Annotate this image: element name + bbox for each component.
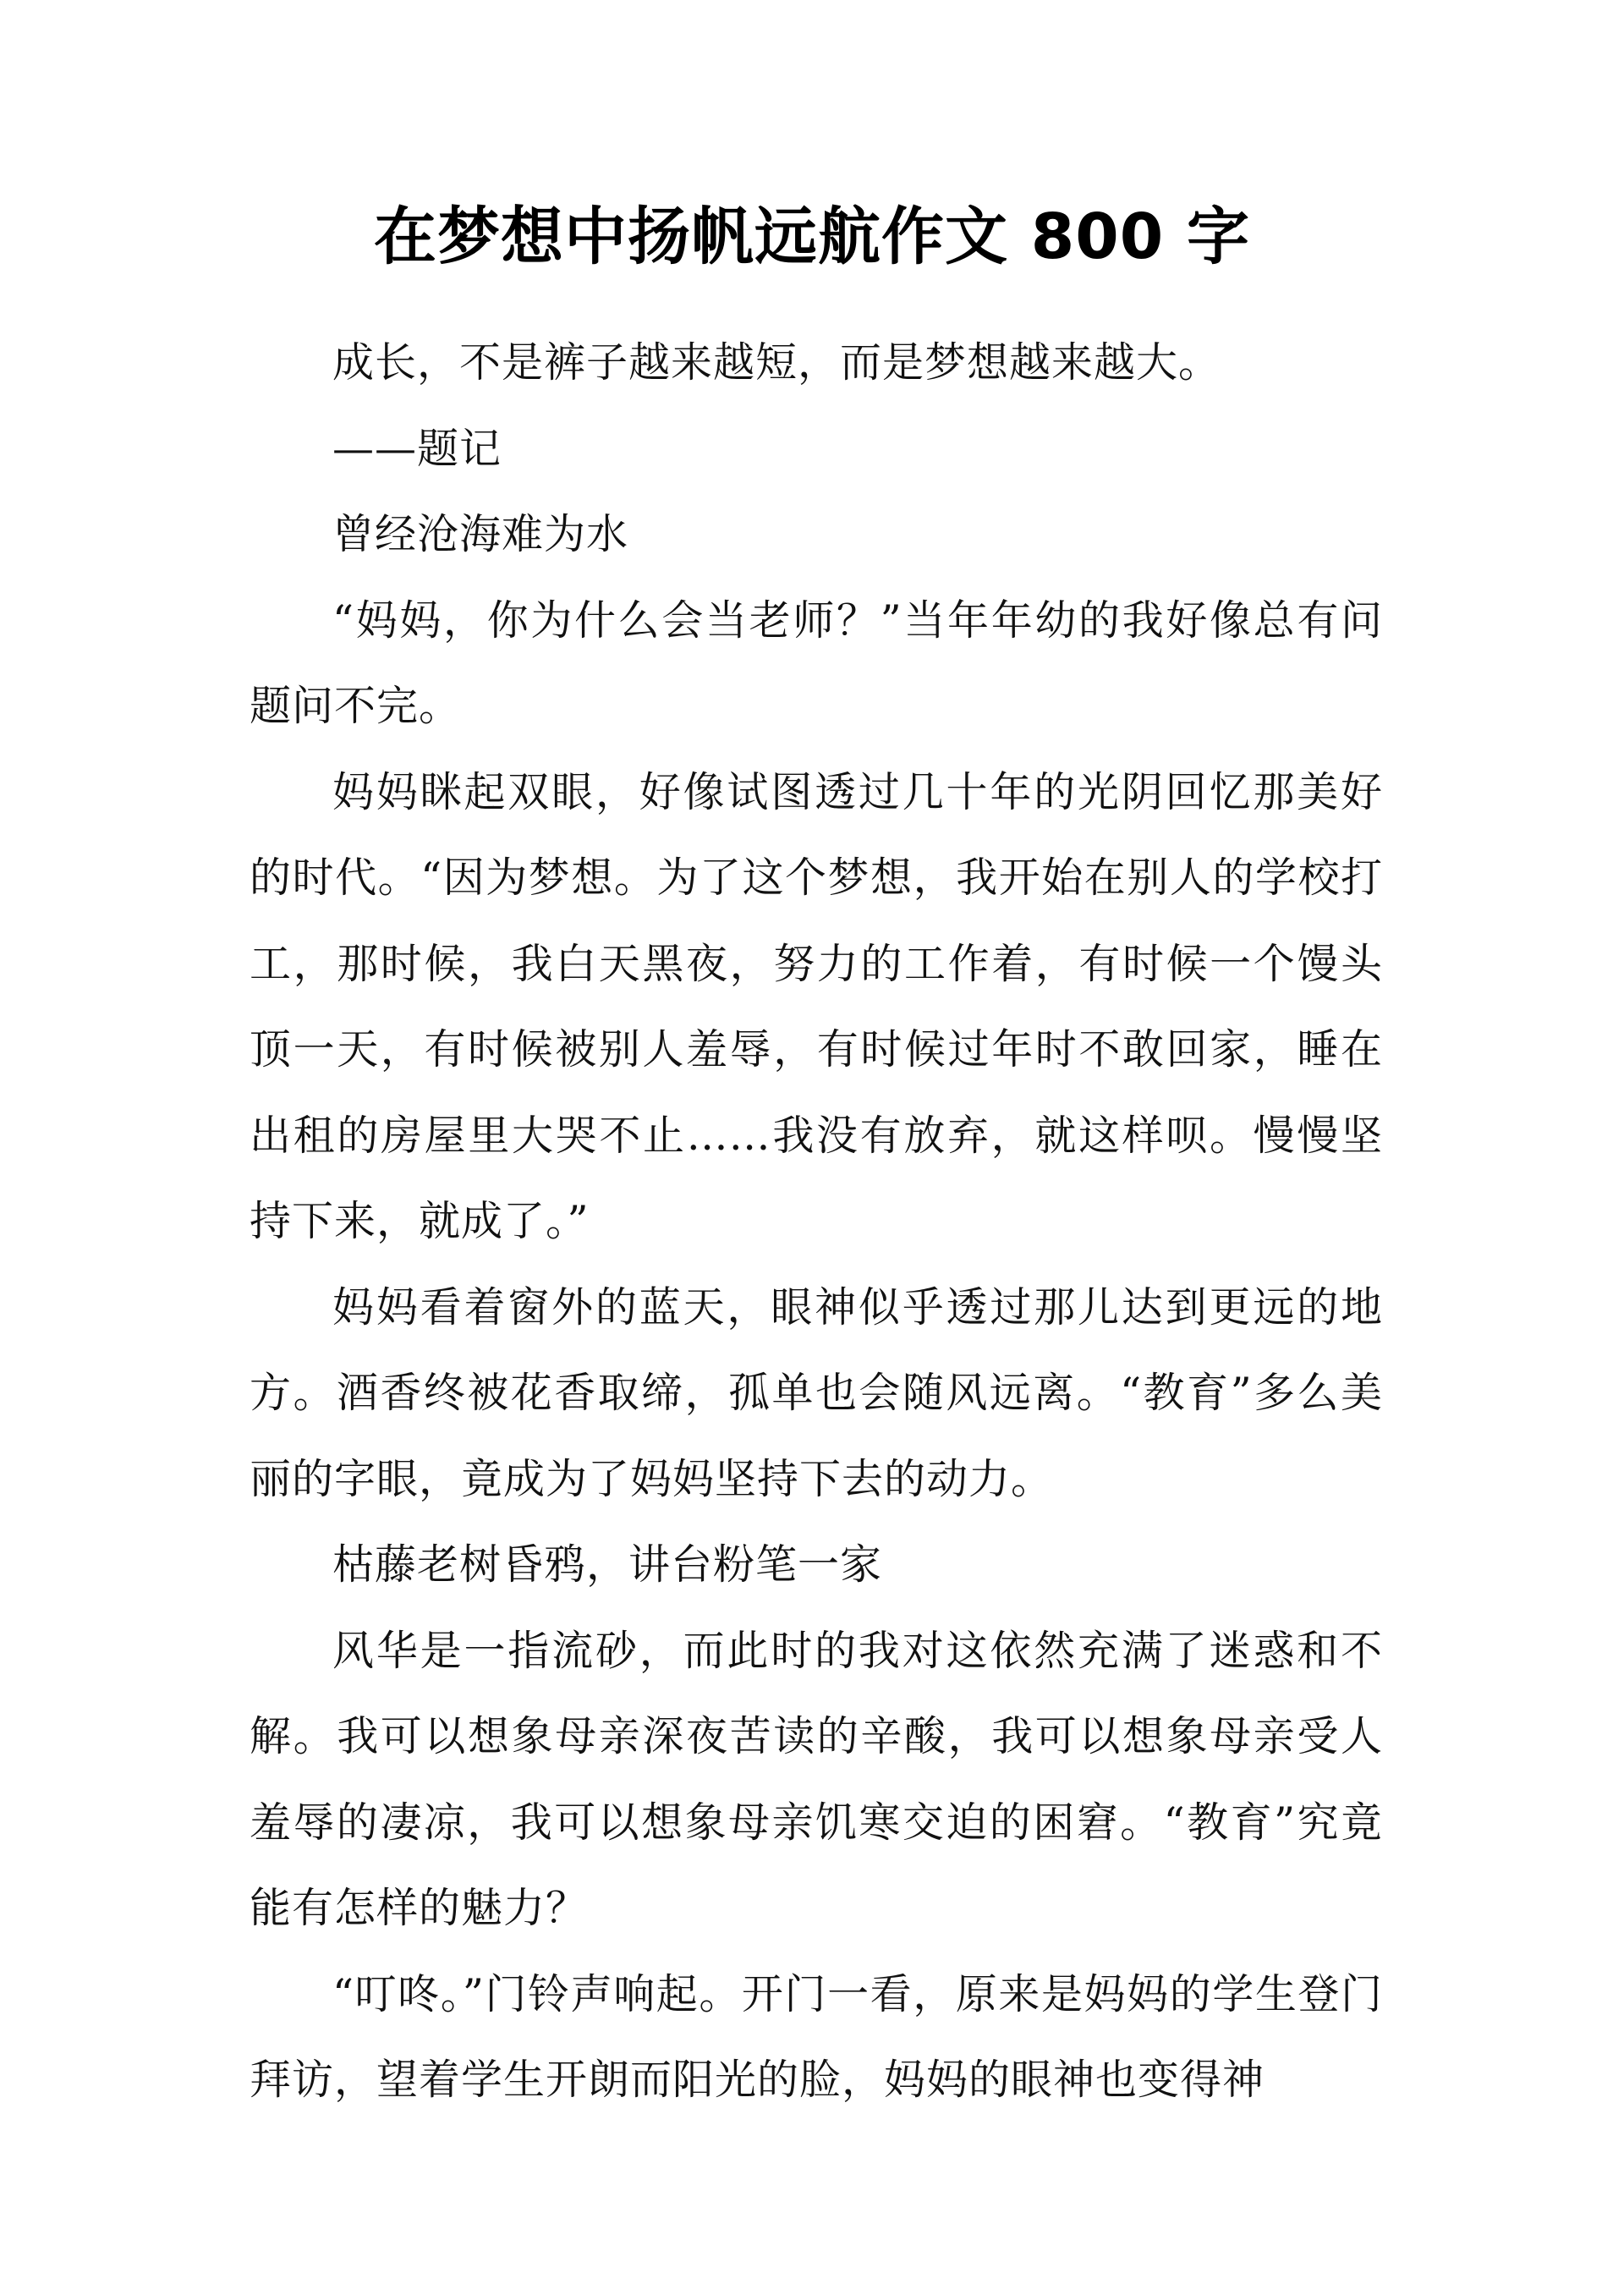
document-body: [250, 320, 1383, 2123]
paragraph: ——题记: [332, 424, 502, 473]
paragraph: 妈妈看着窗外的蓝天，眼神似乎透过那儿达到更远的地方。酒香终被花香取缔，孤单也会随风远离。“教育”多么美丽的字眼，竟成为了妈妈坚持下去的动力。: [250, 1282, 1383, 1503]
paragraph: “叮咚。”门铃声响起。开门一看，原来是妈妈的学生登门拜访，望着学生开朗而阳光的脸，妈妈的眼神也变得神: [250, 1969, 1383, 2104]
paragraph: “妈妈，你为什么会当老师？”当年年幼的我好像总有问题问不完。: [250, 596, 1383, 730]
paragraph: 枯藤老树昏鸦，讲台粉笔一家: [332, 1540, 883, 1589]
document-title: 在梦想中扬帆远航作文 800 字: [374, 200, 1250, 273]
paragraph: 曾经沧海难为水: [332, 510, 629, 558]
paragraph: 妈妈眯起双眼，好像试图透过几十年的光阴回忆那美好的时代。“因为梦想。为了这个梦想，我开始在别人的学校打工，那时候，我白天黑夜，努力的工作着，有时候一个馒头顶一天，有时候被别人羞辱，有时候过年时不敢回家，睡在出租的房屋里大哭不止……我没有放弃，就这样呗。慢慢坚持下来，就成了。”: [250, 767, 1383, 1245]
paragraph: 成长，不是裤子越来越短，而是梦想越来越大。: [332, 338, 1221, 387]
paragraph: 风华是一指流砂，而此时的我对这依然充满了迷惑和不解。我可以想象母亲深夜苦读的辛酸，我可以想象母亲受人羞辱的凄凉，我可以想象母亲饥寒交迫的困窘。“教育”究竟能有怎样的魅力？: [250, 1626, 1383, 1932]
